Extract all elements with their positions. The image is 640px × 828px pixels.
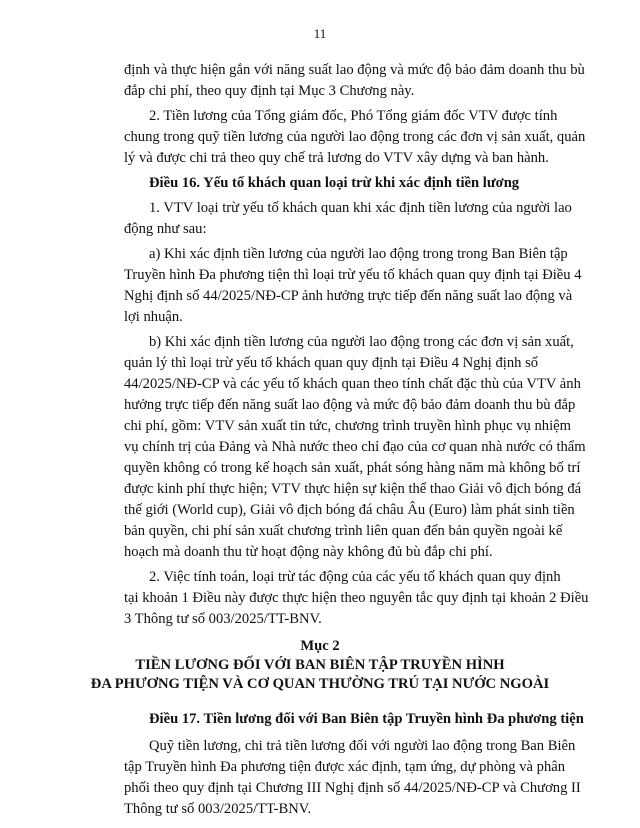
text-line: hoạch mà doanh thu từ hoạt động này không đủ bù đắp chi phí. [124,544,493,560]
text-line: 44/2025/NĐ-CP và các yếu tố khách quan theo tính chất đặc thù của VTV ảnh [124,376,581,392]
text-line: lợi nhuận. [124,309,183,325]
text-line: thế giới (World cup), Giải vô địch bóng đá châu Âu (Euro) làm phát sinh tiền [124,502,575,518]
text-line: tại khoản 1 Điều này được thực hiện theo nguyên tắc quy định tại khoản 2 Điều [124,590,589,606]
text-line: quản lý thì loại trừ yếu tố khách quan quy định tại Điều 4 Nghị định số [124,355,539,371]
text-line: Quỹ tiền lương, chi trả tiền lương đối với người lao động trong Ban Biên [149,738,576,754]
text-line: 1. VTV loại trừ yếu tố khách quan khi xác định tiền lương của người lao [149,200,572,216]
text-line: được kinh phí thực hiện; VTV thực hiện sự kiện thể thao Giải vô địch bóng đá [124,481,582,497]
text-line: bản quyền, chi phí sản xuất chương trình liên quan đến bản quyền ngoài kế [124,523,563,539]
article-heading: Điều 17. Tiền lương đối với Ban Biên tập Truyền hình Đa phương tiện [149,711,584,727]
text-line: vụ chính trị của Đảng và Nhà nước theo chỉ đạo của cơ quan nhà nước có thẩm [124,439,586,455]
text-line: Truyền hình Đa phương tiện thì loại trừ yếu tố khách quan quy định tại Điều 4 [124,267,582,283]
text-line: 3 Thông tư số 003/2025/TT-BNV. [124,611,322,627]
text-line: Thông tư số 003/2025/TT-BNV. [124,801,312,817]
text-line: tập Truyền hình Đa phương tiện được xác định, tạm ứng, dự phòng và phân [124,759,566,775]
text-line: 2. Tiền lương của Tổng giám đốc, Phó Tổng giám đốc VTV được tính [149,108,558,124]
page-number: 11 [313,26,327,41]
text-line: Nghị định số 44/2025/NĐ-CP ảnh hưởng trực tiếp đến năng suất lao động và [124,288,573,304]
text-line: chung trong quỹ tiền lương của người lao động trong các đơn vị sản xuất, quản [124,129,586,145]
text-line: chi phí, gồm: VTV sản xuất tin tức, chương trình truyền hình phục vụ nhiệm [124,418,571,434]
text-line: quyền không có trong kế hoạch sản xuất, phát sóng hàng năm mà không bố trí [124,460,581,476]
section-label: Mục 2 [300,638,340,654]
text-line: 2. Việc tính toán, loại trừ tác động của các yếu tố khách quan quy định [149,569,561,585]
text-line: phối theo quy định tại Chương III Nghị định số 44/2025/NĐ-CP và Chương II [124,780,581,796]
text-line: định và thực hiện gắn với năng suất lao động và mức độ bảo đảm doanh thu bù [124,62,585,78]
text-line: a) Khi xác định tiền lương của người lao động trong trong Ban Biên tập [149,246,568,262]
text-line: hưởng trực tiếp đến năng suất lao động và mức độ bảo đảm doanh thu bù đắp [124,397,576,413]
section-title: TIỀN LƯƠNG ĐỐI VỚI BAN BIÊN TẬP TRUYỀN HÌNH [135,657,505,673]
text-line: đắp chi phí, theo quy định tại Mục 3 Chương này. [124,83,415,99]
text-line: lý và được chi trả theo quy chế trả lương do VTV xây dựng và ban hành. [124,150,549,166]
article-heading: Điều 16. Yếu tố khách quan loại trừ khi xác định tiền lương [149,175,520,191]
text-line: động như sau: [124,221,207,237]
text-line: b) Khi xác định tiền lương của người lao động trong các đơn vị sản xuất, [149,334,574,350]
section-title: ĐA PHƯƠNG TIỆN VÀ CƠ QUAN THƯỜNG TRÚ TẠI NƯỚC NGOÀI [90,676,550,692]
